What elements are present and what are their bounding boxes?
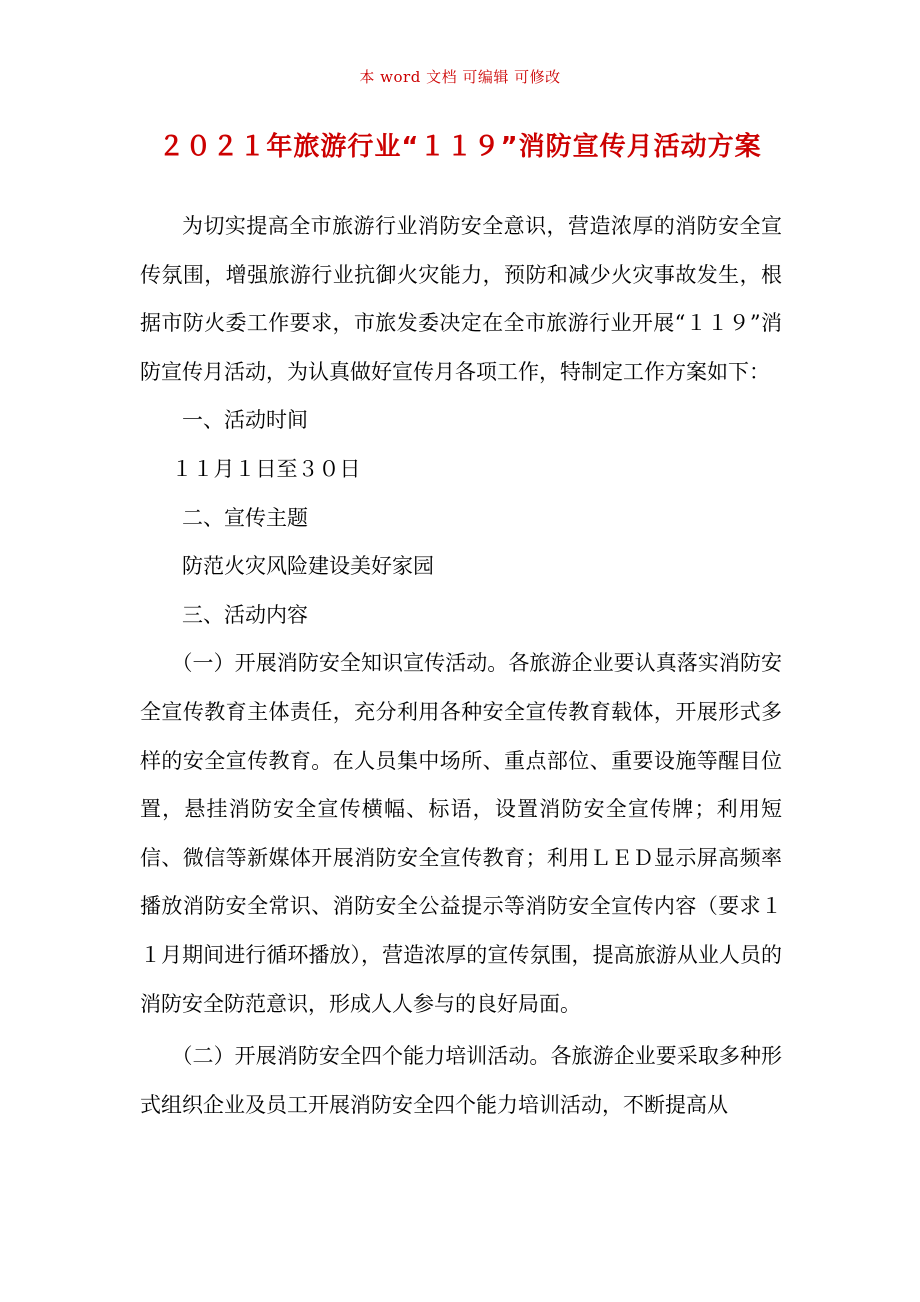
content-item-1: （一）开展消防安全知识宣传活动。各旅游企业要认真落实消防安全宣传教育主体责任，充分利用各种安全宣传教育载体，开展形式多样的安全宣传教育。在人员集中场所、重点部位、重要设施等醒目位置，悬挂消防安全宣传横幅、标语，设置消防安全宣传牌；利用短信、微信等新媒体开展消防安全宣传教育；利用ＬＥＤ显示屏高频率播放消防安全常识、消防安全公益提示等消防安全宣传内容（要求１１月期间进行循环播放），营造浓厚的宣传氛围，提高旅游从业人员的消防安全防范意识，形成人人参与的良好局面。	[140, 651, 782, 1016]
header-note: 本 word 文档 可编辑 可修改	[359, 68, 561, 86]
document-body	[140, 202, 782, 1129]
section-body-time: １１月１日至３０日	[171, 456, 361, 481]
section-heading-theme: 二、宣传主题	[182, 505, 308, 530]
document-title: ２０２１年旅游行业“１１９”消防宣传月活动方案	[158, 132, 762, 162]
section-body-theme: 防范火灾风险建设美好家园	[182, 554, 434, 579]
section-heading-time: 一、活动时间	[182, 408, 308, 433]
content-item-2: （二）开展消防安全四个能力培训活动。各旅游企业要采取多种形式组织企业及员工开展消防安全四个能力培训活动，不断提高从	[140, 1044, 782, 1117]
intro-paragraph: 为切实提高全市旅游行业消防安全意识，营造浓厚的消防安全宣传氛围，增强旅游行业抗御火灾能力，预防和减少火灾事故发生，根据市防火委工作要求，市旅发委决定在全市旅游行业开展“１１９”消防宣传月活动，为认真做好宣传月各项工作，特制定工作方案如下：	[140, 214, 782, 384]
section-heading-content: 三、活动内容	[182, 602, 308, 627]
